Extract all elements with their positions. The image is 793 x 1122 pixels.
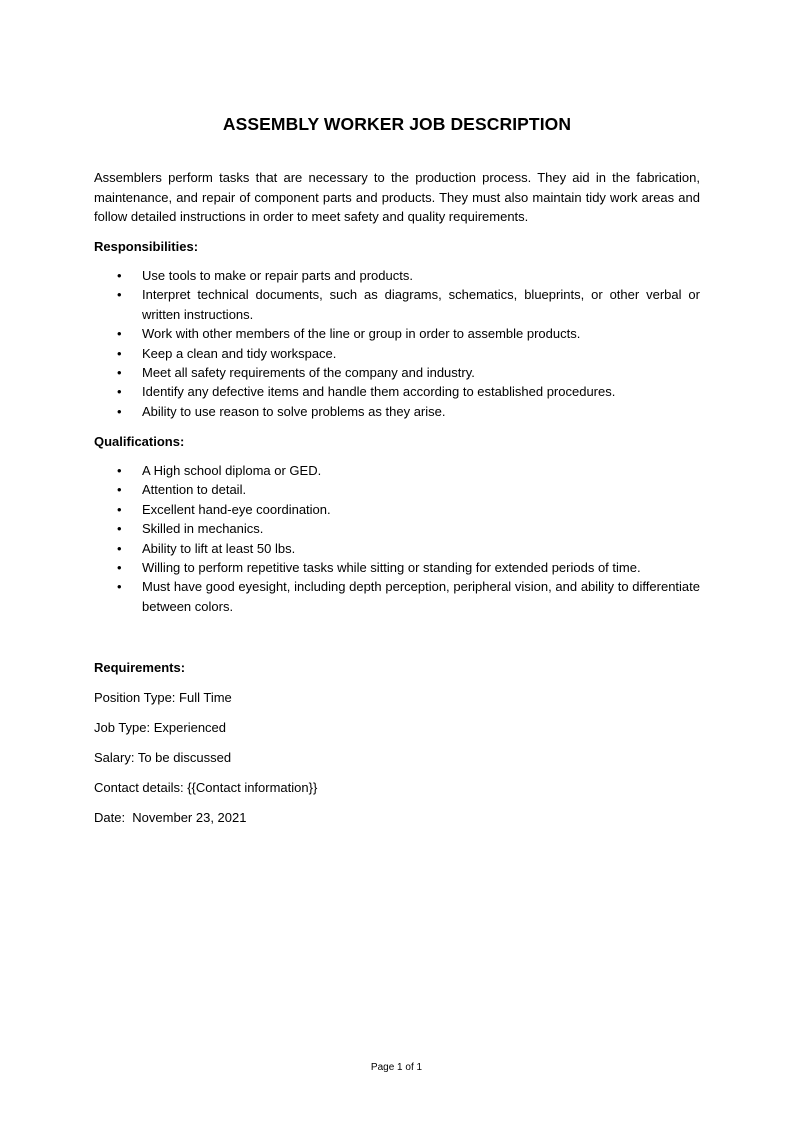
bullet-icon: • [117,521,122,537]
list-item [94,266,700,285]
bullet-icon: • [117,287,122,303]
document-title: ASSEMBLY WORKER JOB DESCRIPTION [222,114,572,134]
list-item-text: Meet all safety requirements of the company and industry. [142,365,475,381]
bullet-icon: • [117,579,122,595]
list-item-text: Skilled in mechanics. [142,521,264,537]
list-item-text: Ability to lift at least 50 lbs. [142,540,296,556]
list-item-text: Use tools to make or repair parts and products. [142,268,413,283]
list-item [94,500,700,519]
list-item [94,402,700,421]
responsibilities-list [94,266,700,421]
list-item-text: Interpret technical documents, such as diagrams, schematics, blueprints, or other verbal or written instructions. [142,287,700,322]
list-item [94,480,700,499]
requirements-heading: Requirements: [94,660,186,675]
bullet-icon: • [117,482,122,498]
list-item-text: Identify any defective items and handle them according to established procedures. [142,384,616,400]
date-line: Date: November 23, 2021 [94,810,247,825]
position-type-line: Position Type: Full Time [94,690,232,705]
list-item-text: Work with other members of the line or group in order to assemble products. [142,326,581,342]
list-item [94,382,700,401]
qualifications-list [94,461,700,616]
list-item [94,558,700,577]
bullet-icon: • [117,268,122,283]
page-number-footer: Page 1 of 1 [370,1062,423,1073]
list-item-text: A High school diploma or GED. [142,463,322,478]
list-item [94,285,700,324]
list-item [94,363,700,382]
responsibilities-heading: Responsibilities: [94,239,199,254]
bullet-icon: • [117,365,122,381]
list-item-text: Ability to use reason to solve problems as they arise. [142,403,446,419]
intro-paragraph: Assemblers perform tasks that are necessary to the production process. They aid in the fabrication, maintenance, and repair of component parts and products. They must also maintain tidy work areas and follow detailed instructions in order to meet safety and quality requirements. [94,170,700,224]
list-item [94,461,700,480]
bullet-icon: • [117,463,122,478]
list-item [94,324,700,343]
document-page [94,0,700,1122]
list-item [94,539,700,558]
list-item-text: Keep a clean and tidy workspace. [142,345,337,361]
bullet-icon: • [117,384,122,400]
list-item [94,344,700,363]
bullet-icon: • [117,560,122,576]
bullet-icon: • [117,403,122,419]
bullet-icon: • [117,501,122,517]
bullet-icon: • [117,345,122,361]
list-item-text: Willing to perform repetitive tasks while sitting or standing for extended periods of time. [142,560,641,576]
contact-details-line: Contact details: {{Contact information}} [94,780,318,795]
list-item-text: Excellent hand-eye coordination. [142,501,331,517]
job-type-line: Job Type: Experienced [94,720,227,735]
qualifications-heading: Qualifications: [94,434,185,449]
list-item [94,519,700,538]
bullet-icon: • [117,326,122,342]
list-item [94,577,700,616]
salary-line: Salary: To be discussed [94,750,232,765]
bullet-icon: • [117,540,122,556]
list-item-text: Attention to detail. [142,482,247,498]
list-item-text: Must have good eyesight, including depth perception, peripheral vision, and ability to differentiate between colors. [142,579,700,614]
